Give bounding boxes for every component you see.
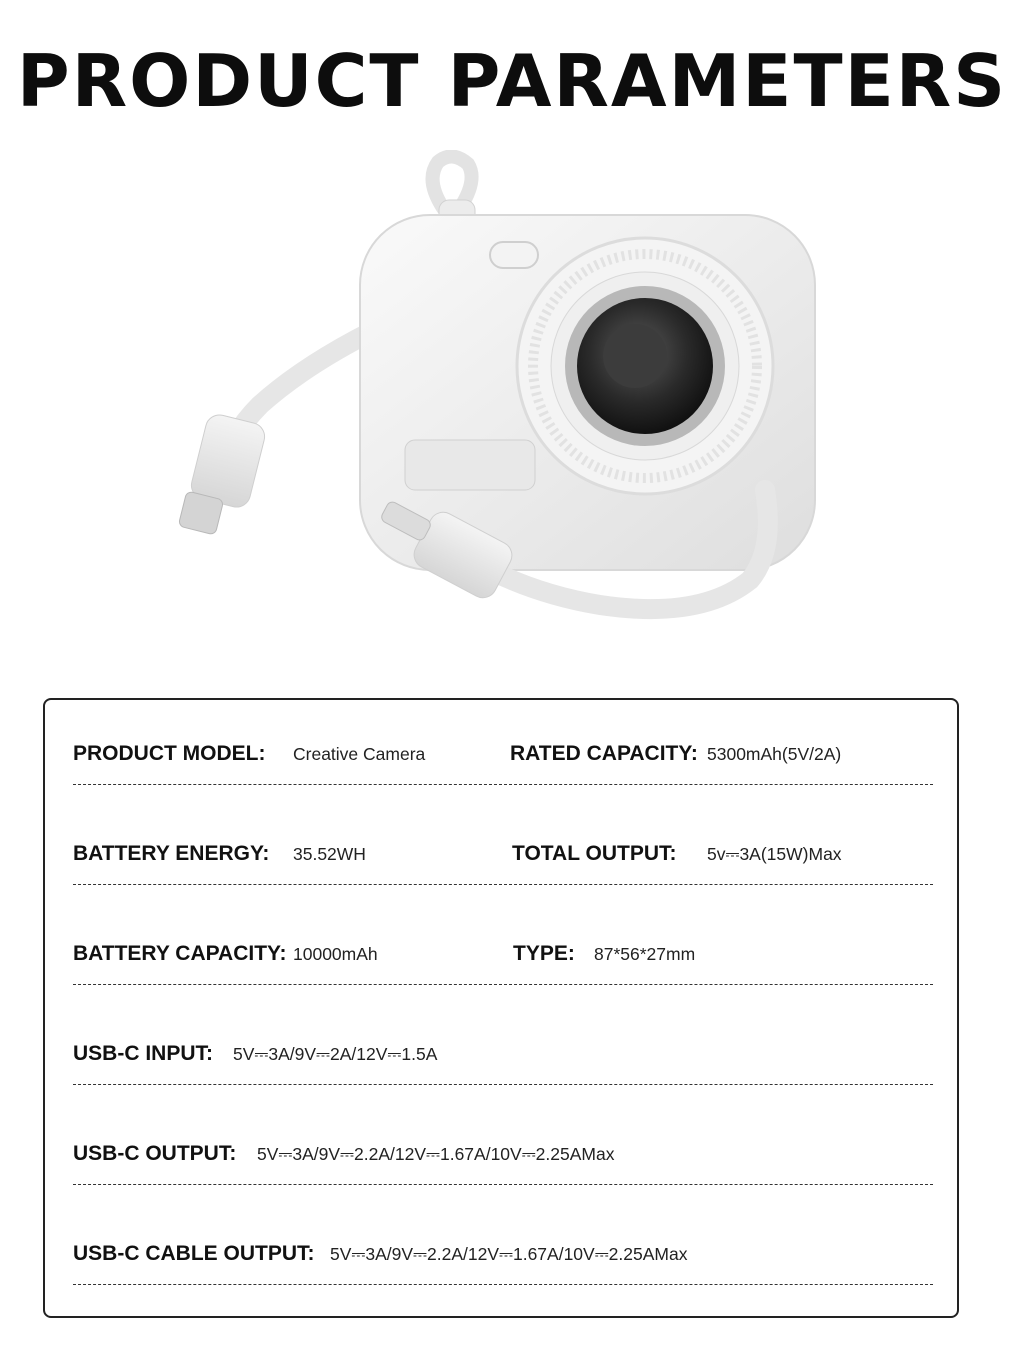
type-value: 87*56*27mm [594,943,696,964]
power-button [490,242,538,268]
spec-row-1 [73,724,933,785]
battery-energy-label: BATTERY ENERGY: [73,842,270,865]
spec-row-5 [73,1124,933,1185]
usb-c-input-value: 5V⎓3A/9V⎓2A/12V⎓1.5A [233,1043,438,1064]
power-bank-camera-image [160,150,860,640]
total-output-label: TOTAL OUTPUT: [512,842,677,865]
rated-capacity-label: RATED CAPACITY: [510,742,698,765]
spec-row-6 [73,1224,933,1285]
rated-capacity-value: 5300mAh(5V/2A) [707,743,842,764]
product-model-value: Creative Camera [293,743,426,764]
product-model-label: PRODUCT MODEL: [73,742,266,765]
usb-c-output-label: USB-C OUTPUT: [73,1142,237,1165]
lens-ring [517,238,773,494]
battery-capacity-label: BATTERY CAPACITY: [73,942,287,965]
spec-row-3 [73,924,933,985]
page-title: PRODUCT PARAMETERS [16,39,1008,123]
usb-c-output-value: 5V⎓3A/9V⎓2.2A/12V⎓1.67A/10V⎓2.25AMax [257,1143,615,1164]
battery-energy-value: 35.52WH [293,843,366,864]
battery-capacity-value: 10000mAh [293,943,378,964]
usb-c-input-label: USB-C INPUT: [73,1042,213,1065]
total-output-value: 5v⎓3A(15W)Max [707,843,842,864]
spec-row-4 [73,1024,933,1085]
spec-row-2 [73,824,933,885]
spec-table [43,698,959,1318]
type-label: TYPE: [513,942,575,965]
usb-c-cable-output-value: 5V⎓3A/9V⎓2.2A/12V⎓1.67A/10V⎓2.25AMax [330,1243,688,1264]
usb-c-cable-output-label: USB-C CABLE OUTPUT: [73,1242,315,1265]
